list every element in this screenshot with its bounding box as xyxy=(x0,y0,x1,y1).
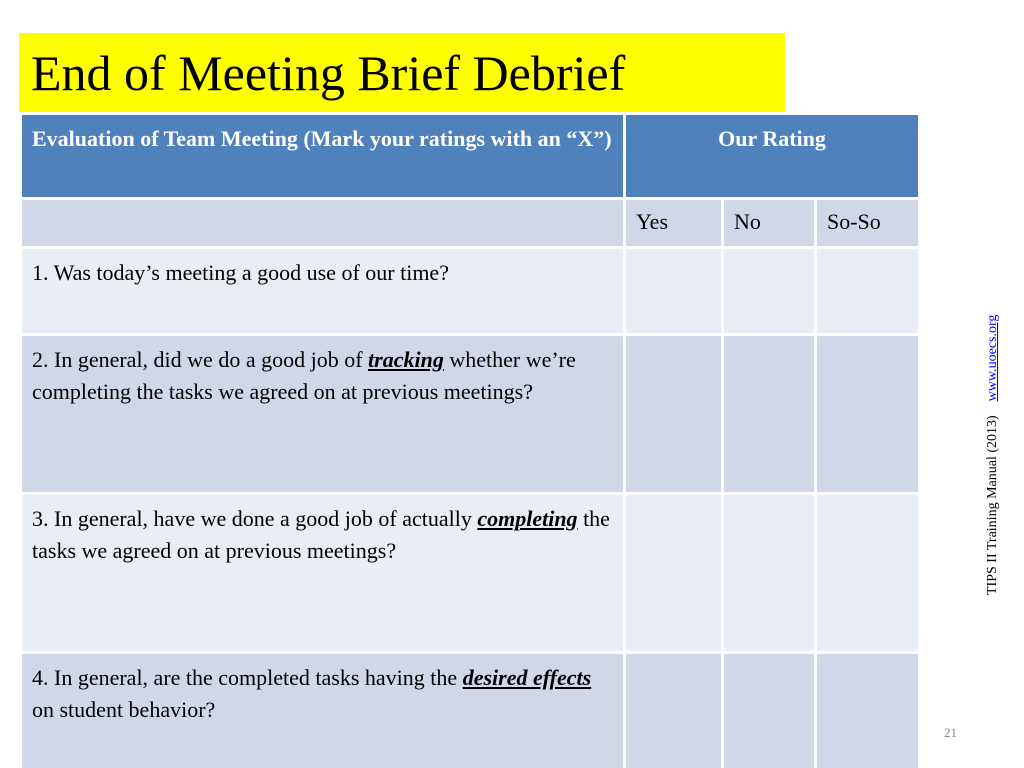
question-2-after: whether we’re completing the tasks we agreed on at previous meetings? xyxy=(32,347,576,404)
header-evaluation: Evaluation of Team Meeting (Mark your ratings with an “X”) xyxy=(21,114,625,199)
rating-cell-so-so[interactable] xyxy=(816,335,920,494)
header-our-rating: Our Rating xyxy=(625,114,920,199)
question-2-before: 2. In general, did we do a good job of xyxy=(32,347,369,372)
table-row xyxy=(21,335,920,494)
table-row xyxy=(21,248,920,335)
table-row xyxy=(21,494,920,653)
rating-cell-no[interactable] xyxy=(723,335,816,494)
question-3 xyxy=(21,494,625,653)
rating-cell-yes[interactable] xyxy=(625,494,723,653)
page-number: 21 xyxy=(944,725,957,740)
rating-cell-so-so[interactable] xyxy=(816,248,920,335)
question-2 xyxy=(21,335,625,494)
question-3-after: the tasks we agreed on at previous meetings? xyxy=(32,506,610,563)
empty-cell xyxy=(21,199,625,248)
column-no: No xyxy=(723,199,816,248)
slide-title: End of Meeting Brief Debrief xyxy=(31,45,626,101)
rating-cell-no[interactable] xyxy=(723,248,816,335)
rating-cell-so-so[interactable] xyxy=(816,494,920,653)
website-link[interactable]: www.uoecs.org xyxy=(985,314,1000,402)
question-4-before: 4. In general, are the completed tasks having the xyxy=(32,665,463,690)
title-banner xyxy=(19,33,785,113)
question-4-emphasis: desired effects xyxy=(462,665,592,690)
table-row xyxy=(21,653,920,768)
question-3-emphasis: completing xyxy=(477,506,578,531)
question-4 xyxy=(21,653,625,768)
rating-cell-yes[interactable] xyxy=(625,248,723,335)
question-1: 1. Was today’s meeting a good use of our time? xyxy=(21,248,625,335)
question-3-before: 3. In general, have we done a good job of actually xyxy=(32,506,478,531)
side-citation xyxy=(985,315,1001,595)
evaluation-table xyxy=(19,112,921,768)
question-4-after: on student behavior? xyxy=(32,697,216,722)
rating-cell-yes[interactable] xyxy=(625,653,723,768)
rating-cell-so-so[interactable] xyxy=(816,653,920,768)
rating-cell-yes[interactable] xyxy=(625,335,723,494)
rating-cell-no[interactable] xyxy=(723,494,816,653)
rating-columns-row xyxy=(21,199,920,248)
column-yes: Yes xyxy=(625,199,723,248)
manual-citation: TIPS II Training Manual (2013) xyxy=(985,415,1000,595)
table-header-row xyxy=(21,114,920,199)
rating-cell-no[interactable] xyxy=(723,653,816,768)
question-2-emphasis: tracking xyxy=(368,347,444,372)
column-so-so: So-So xyxy=(816,199,920,248)
